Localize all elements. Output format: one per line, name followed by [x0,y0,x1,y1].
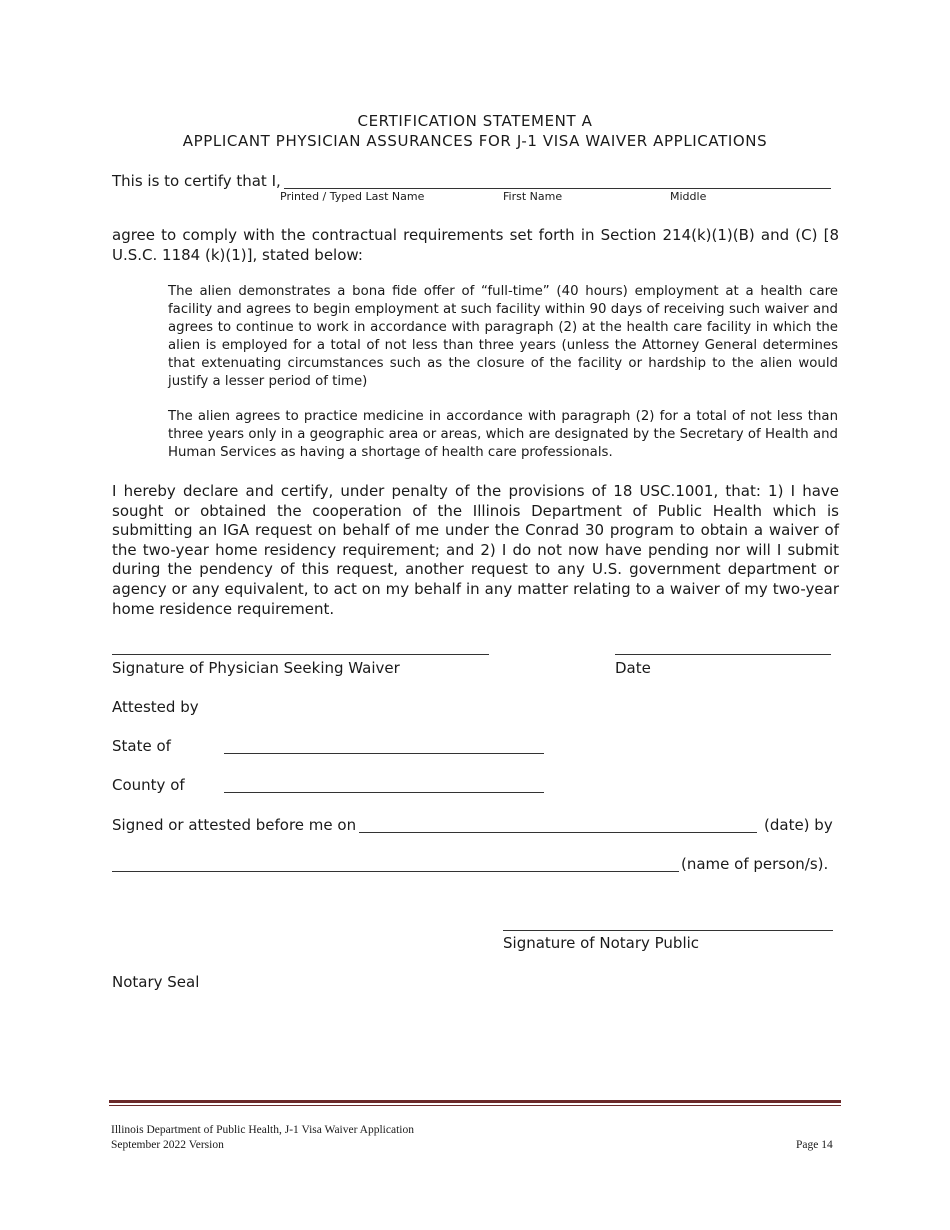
page-number: Page 14 [796,1139,833,1151]
declaration-paragraph: I hereby declare and certify, under penalty of the provisions of 18 USC.1001, that: 1) I have sought or obtained the cooperation of the Illinois Department of Public Health which is submitting an IGA request on behalf of me under the Conrad 30 program to obtain a waiver of the two-year home residency requirement; and 2) I do not now have pending nor will I submit during the pendency of this request, another request to any U.S. government department or agency or any equivalent, to act on my behalf in any matter relating to a waiver of my two-year home residence requirement. [112,482,839,618]
last-name-label: Printed / Typed Last Name [280,190,425,203]
requirement-paragraph-employment: The alien demonstrates a bona fide offer of “full-time” (40 hours) employment at a health care facility and agrees to begin employment at such facility within 90 days of receiving such waiver and agrees to continue to work in accordance with paragraph (2) at the health care facility in which the alien is employed for a total of not less than three years (unless the Attorney General determines that extenuating circumstances such as the closure of the facility or hardship to the alien would justify a lesser period of time) [168,284,838,389]
attested-by-label: Attested by [112,698,199,716]
name-of-person-label: (name of person/s). [681,855,829,873]
footer-rule-thin [109,1105,841,1106]
notary-signature-label: Signature of Notary Public [503,934,700,952]
footer-version-line: September 2022 Version [111,1139,224,1151]
signed-before-label: Signed or attested before me on [112,816,357,834]
county-of-field[interactable] [224,792,544,793]
document-subtitle: APPLICANT PHYSICIAN ASSURANCES FOR J-1 VISA WAIVER APPLICATIONS [182,132,768,150]
footer-org-line: Illinois Department of Public Health, J-1 Visa Waiver Application [111,1124,414,1136]
physician-signature-label: Signature of Physician Seeking Waiver [112,659,400,677]
state-of-label: State of [112,737,171,755]
attested-date-field[interactable] [359,832,757,833]
physician-signature-field[interactable] [112,654,489,655]
person-name-field[interactable] [112,871,679,872]
physician-name-field[interactable] [284,188,831,189]
first-name-label: First Name [503,190,563,203]
state-of-field[interactable] [224,753,544,754]
middle-name-label: Middle [670,190,707,203]
footer-rule-thick [109,1100,841,1103]
date-label: Date [615,659,651,677]
notary-seal-label: Notary Seal [112,973,200,991]
signature-date-field[interactable] [615,654,831,655]
county-of-label: County of [112,776,185,794]
notary-signature-field[interactable] [503,930,833,931]
certify-intro: This is to certify that I, [112,172,281,190]
requirement-paragraph-geographic: The alien agrees to practice medicine in accordance with paragraph (2) for a total of not less than three years only in a geographic area or areas, which are designated by the Secretary of Health and Human Services as having a shortage of health care professionals. [168,409,838,460]
date-by-label: (date) by [764,816,833,834]
document-title: CERTIFICATION STATEMENT A [357,112,593,130]
agree-paragraph: agree to comply with the contractual requirements set forth in Section 214(k)(1)(B) and (C) [8 U.S.C. 1184 (k)(1)], stated below: [112,226,839,264]
